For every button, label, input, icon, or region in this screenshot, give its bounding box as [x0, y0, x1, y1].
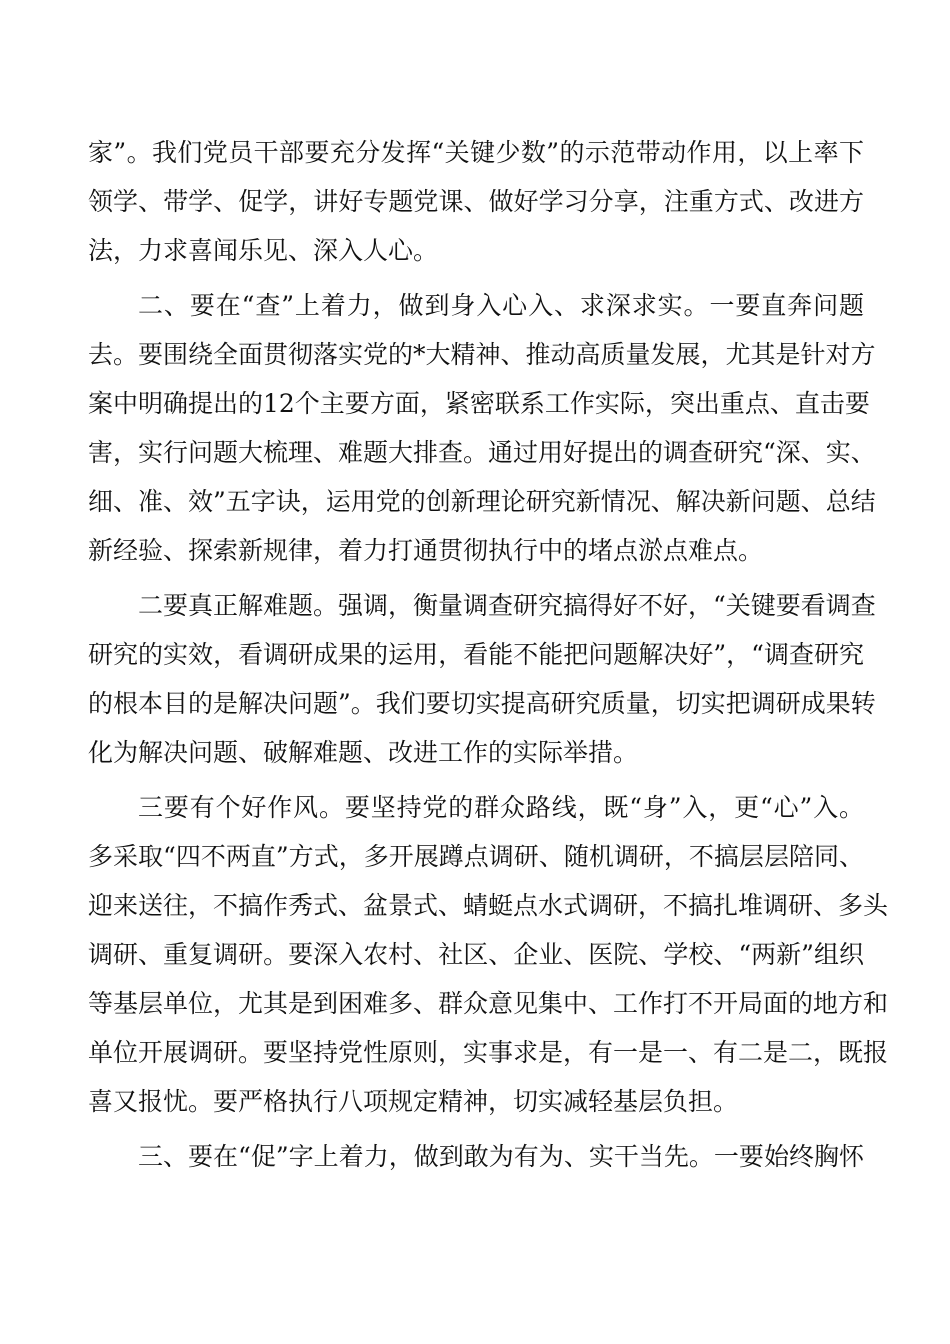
text-line: 三要有个好作风。要坚持党的群众路线，既“身”入，更“心”入。 — [138, 793, 864, 822]
text-line: 调研、重复调研。要深入农村、社区、企业、医院、学校、“两新”组织 — [88, 940, 864, 969]
text-line: 化为解决问题、破解难题、改进工作的实际举措。 — [88, 738, 639, 767]
text-line: 喜又报忧。要严格执行八项规定精神，切实减轻基层负担。 — [88, 1087, 739, 1116]
text-line: 害，实行问题大梳理、难题大排查。通过用好提出的调查研究“深、实、 — [88, 438, 876, 467]
text-line: 领学、带学、促学，讲好专题党课、做好学习分享，注重方式、改进方 — [88, 187, 864, 216]
text-line: 细、准、效”五字诀，运用党的创新理论研究新情况、解决新问题、总结 — [88, 487, 876, 516]
text-line: 二、要在“查”上着力，做到身入心入、求深求实。一要直奔问题 — [138, 291, 864, 320]
text-line: 新经验、探索新规律，着力打通贯彻执行中的堵点淤点难点。 — [88, 536, 764, 565]
text-line: 去。要围绕全面贯彻落实党的*大精神、推动高质量发展，尤其是针对方 — [88, 340, 876, 369]
text-line: 迎来送往，不搞作秀式、盆景式、蜻蜓点水式调研，不搞扎堆调研、多头 — [88, 891, 889, 920]
text-line: 法，力求喜闻乐见、深入人心。 — [88, 236, 439, 265]
text-line: 等基层单位，尤其是到困难多、群众意见集中、工作打不开局面的地方和 — [88, 989, 889, 1018]
text-line: 研究的实效，看调研成果的运用，看能不能把问题解决好”，“调查研究 — [88, 640, 864, 669]
text-line: 单位开展调研。要坚持党性原则，实事求是，有一是一、有二是二，既报 — [88, 1038, 889, 1067]
text-line: 多采取“四不两直”方式，多开展蹲点调研、随机调研，不搞层层陪同、 — [88, 842, 864, 871]
text-line: 二要真正解难题。强调，衡量调查研究搞得好不好，“关键要看调查 — [138, 591, 876, 620]
text-line: 案中明确提出的12个主要方面，紧密联系工作实际，突出重点、直击要 — [88, 389, 870, 418]
text-line: 家”。我们党员干部要充分发挥“关键少数”的示范带动作用，以上率下 — [88, 138, 864, 167]
text-line: 的根本目的是解决问题”。我们要切实提高研究质量，切实把调研成果转 — [88, 689, 876, 718]
text-line: 三、要在“促”字上着力，做到敢为有为、实干当先。一要始终胸怀 — [138, 1142, 864, 1171]
